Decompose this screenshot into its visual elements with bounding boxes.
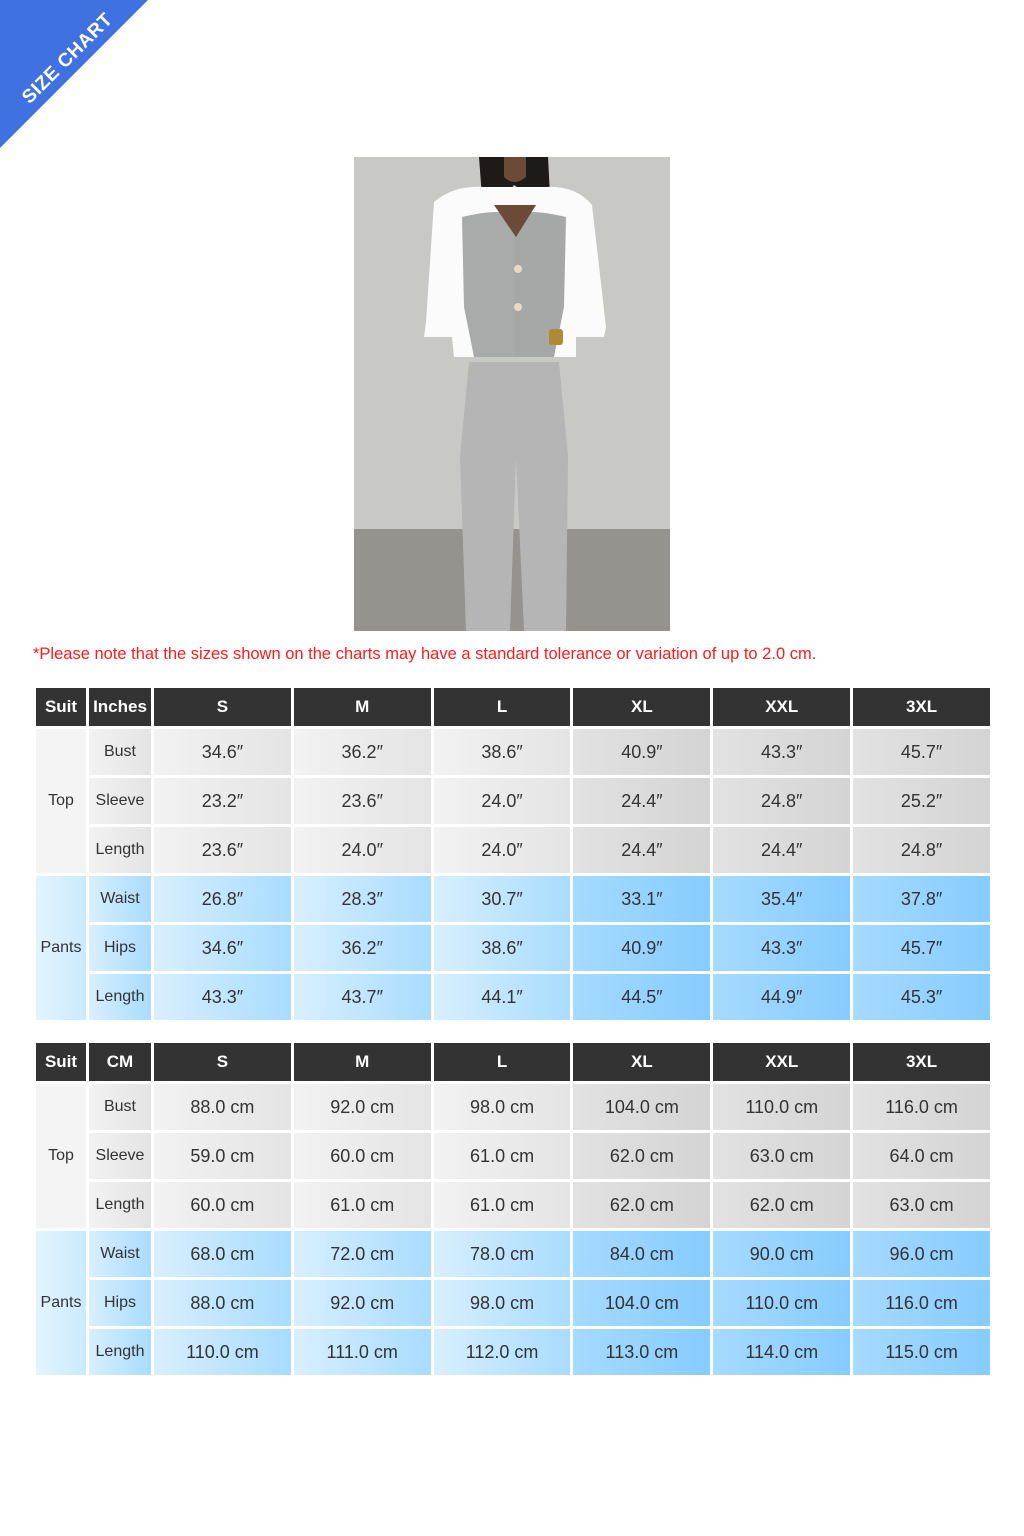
table-row [36,1182,990,1228]
header-suit: Suit [36,688,86,726]
cell: 24.0″ [434,827,571,873]
cell: 111.0 cm [294,1329,431,1375]
cell: 36.2″ [294,925,431,971]
row-label: Bust [89,1084,151,1130]
table-header-row [36,688,990,726]
header-size-l: L [434,688,571,726]
product-photo [354,157,670,631]
corner-triangle [0,0,148,148]
cell: 62.0 cm [713,1182,850,1228]
header-size-s: S [154,688,291,726]
cell: 38.6″ [434,925,571,971]
header-size-s: S [154,1043,291,1081]
cell: 24.0″ [294,827,431,873]
cell: 116.0 cm [853,1084,990,1130]
cell: 61.0 cm [434,1182,571,1228]
table-row [36,974,990,1020]
cell: 84.0 cm [573,1231,710,1277]
cell: 90.0 cm [713,1231,850,1277]
cell: 92.0 cm [294,1280,431,1326]
model-illustration [354,157,670,631]
cell: 43.3″ [154,974,291,1020]
header-unit: Inches [89,688,151,726]
row-label: Length [89,1329,151,1375]
table-row [36,925,990,971]
table-header-row [36,1043,990,1081]
header-size-xxl: XXL [713,688,850,726]
table-row [36,827,990,873]
table-row [36,1280,990,1326]
cell: 24.0″ [434,778,571,824]
cell: 96.0 cm [853,1231,990,1277]
cell: 43.3″ [713,729,850,775]
row-label: Length [89,974,151,1020]
header-size-3xl: 3XL [853,688,990,726]
cell: 64.0 cm [853,1133,990,1179]
cell: 45.7″ [853,729,990,775]
tolerance-note: *Please note that the sizes shown on the charts may have a standard tolerance or variation of up to 2.0 cm. [33,645,817,663]
table-row [36,1133,990,1179]
header-size-m: M [294,688,431,726]
cell: 38.6″ [434,729,571,775]
row-label: Length [89,1182,151,1228]
cell: 43.3″ [713,925,850,971]
cell: 35.4″ [713,876,850,922]
cell: 88.0 cm [154,1280,291,1326]
table-row [36,1231,990,1277]
cell: 24.8″ [853,827,990,873]
cell: 62.0 cm [573,1133,710,1179]
table-row [36,1329,990,1375]
cell: 24.4″ [573,778,710,824]
inches-size-table [33,685,993,1023]
cell: 36.2″ [294,729,431,775]
header-size-xxl: XXL [713,1043,850,1081]
cell: 40.9″ [573,925,710,971]
cell: 33.1″ [573,876,710,922]
header-suit: Suit [36,1043,86,1081]
cell: 61.0 cm [294,1182,431,1228]
group-label-top: Top [36,1084,86,1228]
cell: 45.7″ [853,925,990,971]
cell: 24.4″ [713,827,850,873]
row-label: Hips [89,1280,151,1326]
cell: 28.3″ [294,876,431,922]
cell: 104.0 cm [573,1280,710,1326]
header-size-m: M [294,1043,431,1081]
cell: 113.0 cm [573,1329,710,1375]
row-label: Waist [89,1231,151,1277]
cell: 61.0 cm [434,1133,571,1179]
header-unit: CM [89,1043,151,1081]
row-label: Bust [89,729,151,775]
cell: 44.5″ [573,974,710,1020]
group-label-pants: Pants [36,1231,86,1375]
cell: 23.2″ [154,778,291,824]
table-row [36,1084,990,1130]
cell: 60.0 cm [154,1182,291,1228]
cell: 98.0 cm [434,1084,571,1130]
size-chart-corner-banner [0,0,150,150]
row-label: Sleeve [89,1133,151,1179]
group-label-top: Top [36,729,86,873]
group-label-pants: Pants [36,876,86,1020]
cell: 59.0 cm [154,1133,291,1179]
cell: 40.9″ [573,729,710,775]
cell: 44.9″ [713,974,850,1020]
cell: 110.0 cm [154,1329,291,1375]
cell: 88.0 cm [154,1084,291,1130]
row-label: Hips [89,925,151,971]
cell: 34.6″ [154,925,291,971]
cell: 25.2″ [853,778,990,824]
corner-label: SIZE CHART [18,9,118,109]
cell: 63.0 cm [853,1182,990,1228]
cell: 116.0 cm [853,1280,990,1326]
cell: 60.0 cm [294,1133,431,1179]
row-label: Length [89,827,151,873]
header-size-xl: XL [573,1043,710,1081]
cell: 45.3″ [853,974,990,1020]
table-row [36,876,990,922]
table-row [36,778,990,824]
cell: 110.0 cm [713,1280,850,1326]
header-size-xl: XL [573,688,710,726]
cell: 110.0 cm [713,1084,850,1130]
cell: 43.7″ [294,974,431,1020]
cell: 44.1″ [434,974,571,1020]
cell: 23.6″ [154,827,291,873]
cell: 114.0 cm [713,1329,850,1375]
cell: 78.0 cm [434,1231,571,1277]
cell: 63.0 cm [713,1133,850,1179]
cell: 24.4″ [573,827,710,873]
cell: 30.7″ [434,876,571,922]
cell: 23.6″ [294,778,431,824]
header-size-l: L [434,1043,571,1081]
cell: 98.0 cm [434,1280,571,1326]
cell: 62.0 cm [573,1182,710,1228]
cell: 72.0 cm [294,1231,431,1277]
row-label: Sleeve [89,778,151,824]
header-size-3xl: 3XL [853,1043,990,1081]
cm-size-table [33,1040,993,1378]
cell: 34.6″ [154,729,291,775]
cell: 26.8″ [154,876,291,922]
cell: 115.0 cm [853,1329,990,1375]
cell: 24.8″ [713,778,850,824]
row-label: Waist [89,876,151,922]
cell: 92.0 cm [294,1084,431,1130]
cell: 112.0 cm [434,1329,571,1375]
table-row [36,729,990,775]
cell: 37.8″ [853,876,990,922]
cell: 68.0 cm [154,1231,291,1277]
cell: 104.0 cm [573,1084,710,1130]
